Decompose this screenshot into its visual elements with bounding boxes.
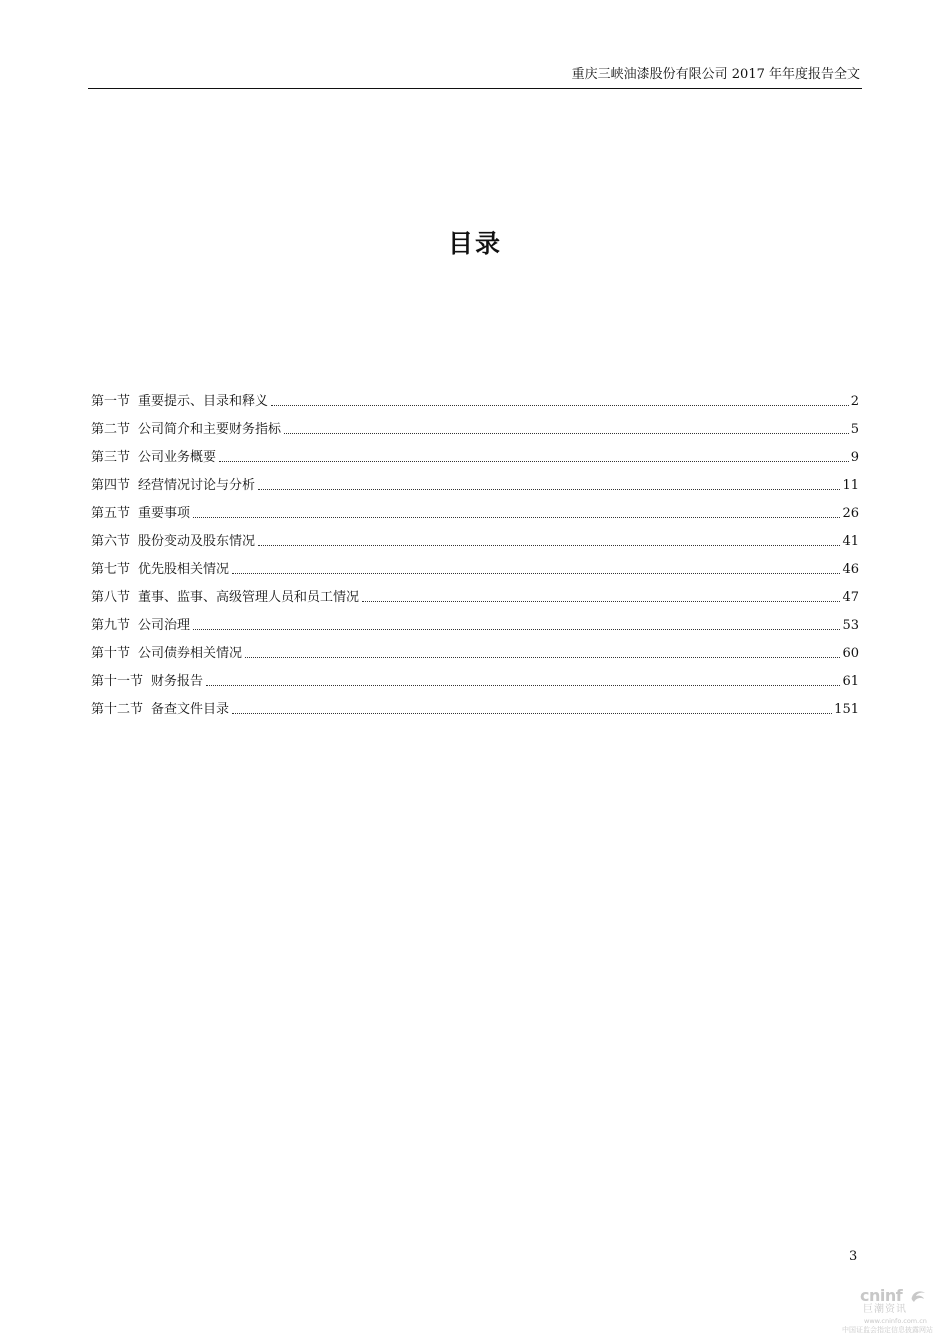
toc-page-number: 2	[850, 394, 859, 409]
toc-heading: 公司债券相关情况	[138, 646, 243, 661]
toc-dot-leader	[232, 713, 832, 714]
toc-page-number: 26	[842, 506, 859, 521]
toc-heading: 经营情况讨论与分析	[138, 478, 256, 493]
toc-heading: 公司治理	[138, 618, 191, 633]
toc-entry[interactable]	[91, 635, 859, 663]
toc-dot-leader	[258, 489, 840, 490]
toc-entry[interactable]	[91, 663, 859, 691]
toc-page-number: 41	[842, 534, 859, 549]
toc-entry[interactable]	[91, 579, 859, 607]
toc-dot-leader	[245, 657, 840, 658]
toc-entry[interactable]	[91, 411, 859, 439]
header-title: 重庆三峡油漆股份有限公司 2017 年年度报告全文	[571, 67, 860, 82]
toc-entry[interactable]	[91, 691, 859, 719]
toc-entry[interactable]	[91, 551, 859, 579]
toc-heading: 财务报告	[151, 674, 204, 689]
toc-heading: 公司简介和主要财务指标	[138, 422, 282, 437]
toc-dot-leader	[193, 629, 840, 630]
toc-heading: 股份变动及股东情况	[138, 534, 256, 549]
toc-section-label: 第五节	[91, 506, 131, 521]
watermark-brand-cn: 巨潮资讯	[863, 1304, 907, 1315]
toc-heading: 重要事项	[138, 506, 191, 521]
toc-page-number: 47	[842, 590, 859, 605]
toc-section-label: 第十一节	[91, 674, 144, 689]
toc-section-label: 第一节	[91, 394, 131, 409]
toc-entry[interactable]	[91, 467, 859, 495]
toc-dot-leader	[258, 545, 840, 546]
toc-page-number: 11	[842, 478, 859, 493]
page-header	[88, 66, 862, 89]
toc-page-number: 151	[834, 702, 859, 717]
toc-entry[interactable]	[91, 495, 859, 523]
toc-dot-leader	[219, 461, 849, 462]
toc-page-number: 46	[842, 562, 859, 577]
toc-section-label: 第八节	[91, 590, 131, 605]
watermark-subtitle: 中国证监会指定信息披露网站	[842, 1326, 933, 1334]
toc-page-number: 9	[850, 450, 859, 465]
toc-section-label: 第十二节	[91, 702, 144, 717]
cninfo-swirl-icon	[910, 1288, 928, 1304]
toc-page-number: 61	[842, 674, 859, 689]
table-of-contents	[91, 383, 859, 719]
toc-dot-leader	[271, 405, 849, 406]
page-number: 3	[849, 1249, 858, 1264]
toc-dot-leader	[362, 601, 840, 602]
toc-page-number: 5	[850, 422, 859, 437]
cninfo-watermark	[838, 1286, 950, 1344]
toc-section-label: 第六节	[91, 534, 131, 549]
toc-heading: 公司业务概要	[138, 450, 217, 465]
toc-section-label: 第四节	[91, 478, 131, 493]
toc-entry[interactable]	[91, 607, 859, 635]
toc-entry[interactable]	[91, 439, 859, 467]
toc-entry[interactable]	[91, 523, 859, 551]
toc-heading: 董事、监事、高级管理人员和员工情况	[138, 590, 360, 605]
toc-heading: 备查文件目录	[151, 702, 230, 717]
toc-dot-leader	[232, 573, 840, 574]
toc-section-label: 第九节	[91, 618, 131, 633]
toc-page-number: 60	[842, 646, 859, 661]
toc-section-label: 第十节	[91, 646, 131, 661]
toc-section-label: 第三节	[91, 450, 131, 465]
toc-page-number: 53	[842, 618, 859, 633]
toc-heading: 重要提示、目录和释义	[138, 394, 269, 409]
toc-section-label: 第二节	[91, 422, 131, 437]
toc-dot-leader	[193, 517, 840, 518]
page-title: 目录	[447, 229, 502, 258]
watermark-url: www.cninfo.com.cn	[864, 1317, 927, 1325]
toc-heading: 优先股相关情况	[138, 562, 230, 577]
watermark-brand: cninf	[860, 1286, 903, 1305]
toc-dot-leader	[284, 433, 849, 434]
toc-dot-leader	[206, 685, 840, 686]
toc-entry[interactable]	[91, 383, 859, 411]
toc-section-label: 第七节	[91, 562, 131, 577]
